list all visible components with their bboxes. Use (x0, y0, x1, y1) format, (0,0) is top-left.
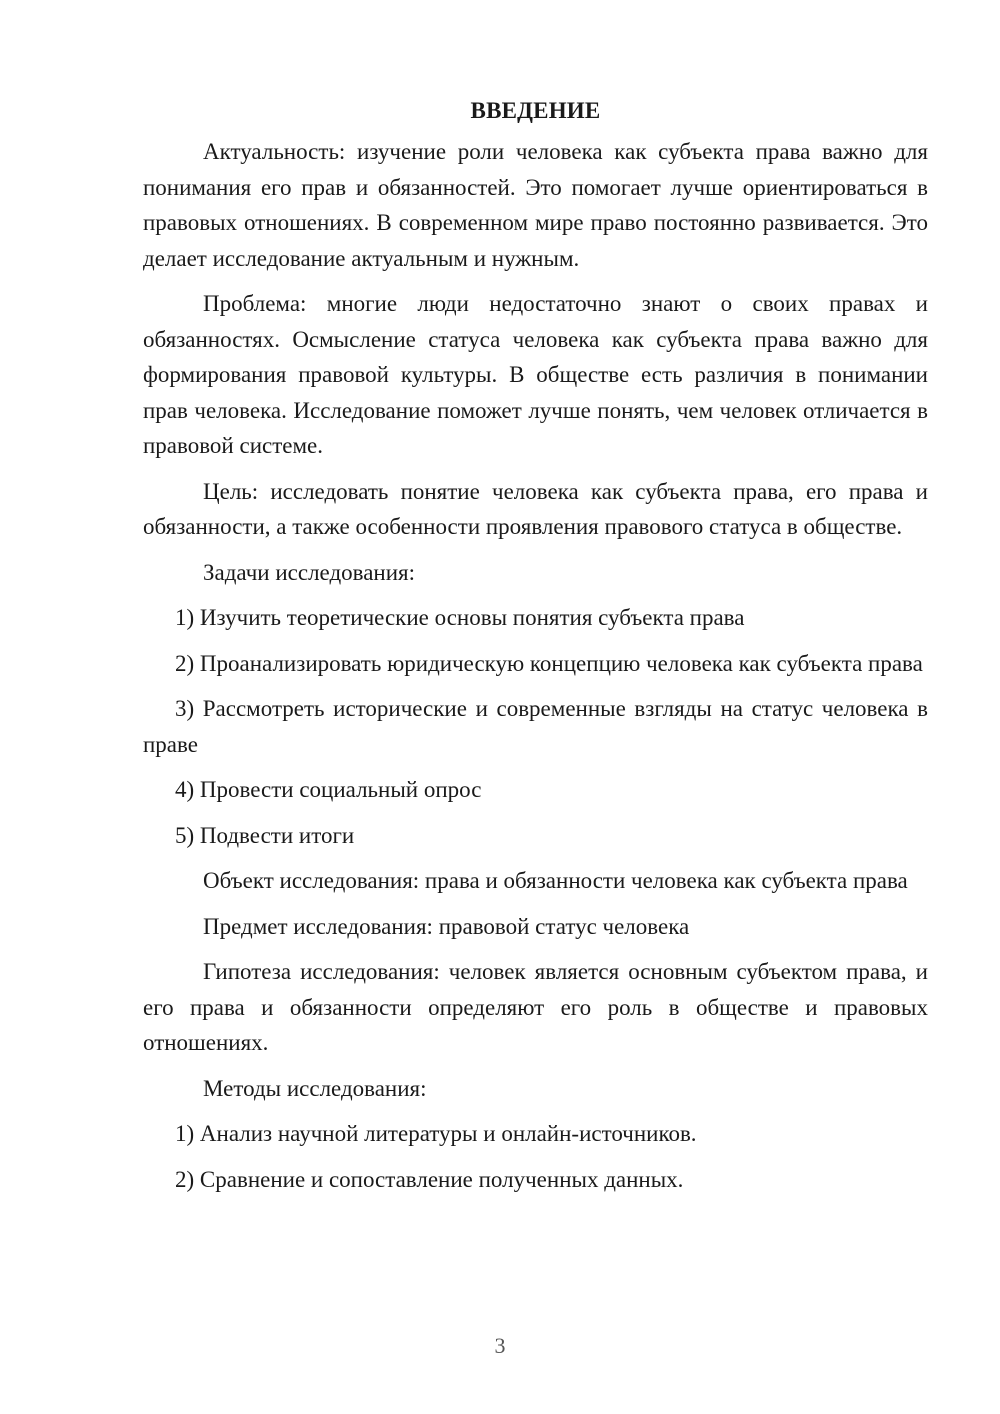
task-item: 1) Изучить теоретические основы понятия субъекта права (175, 605, 745, 630)
problem-paragraph: Проблема: многие люди недостаточно знают о своих правах и обязанностях. Осмысление статуса человека как субъекта права важно для формирования правовой культуры. В обществе есть различия в понимании прав человека. Исследование поможет лучше понять, чем человек отличается в правовой системе. (143, 291, 928, 458)
hypothesis-paragraph: Гипотеза исследования: человек является основным субъектом права, и его права и обязанности определяют его роль в обществе и правовых отношениях. (143, 959, 928, 1055)
tasks-heading: Задачи исследования: (203, 559, 416, 585)
page-number: 3 (494, 1333, 506, 1358)
method-item: 2) Сравнение и сопоставление полученных данных. (175, 1166, 684, 1192)
task-item: 3) Рассмотреть исторические и современные взгляды на статус человека в праве (143, 696, 928, 757)
methods-heading: Методы исследования: (203, 1075, 427, 1101)
goal-paragraph: Цель: исследовать понятие человека как субъекта права, его права и обязанности, а также особенности проявления правового статуса в обществе. (143, 478, 928, 539)
task-item: 2) Проанализировать юридическую концепцию человека как субъекта права (175, 650, 923, 676)
method-item: 1) Анализ научной литературы и онлайн-источников. (175, 1121, 697, 1146)
task-item: 5) Подвести итоги (175, 822, 355, 848)
page-content (143, 93, 928, 1207)
subject-paragraph: Предмет исследования: правовой статус человека (203, 913, 690, 939)
object-paragraph: Объект исследования: права и обязанности человека как субъекта права (203, 868, 908, 893)
task-item: 4) Провести социальный опрос (175, 777, 482, 802)
relevance-paragraph: Актуальность: изучение роли человека как субъекта права важно для понимания его прав и обязанностей. Это помогает лучше ориентироваться в правовых отношениях. В современном мире право постоянно развивается. Это делает исследование актуальным и нужным. (143, 139, 928, 271)
section-title: ВВЕДЕНИЕ (470, 98, 601, 123)
